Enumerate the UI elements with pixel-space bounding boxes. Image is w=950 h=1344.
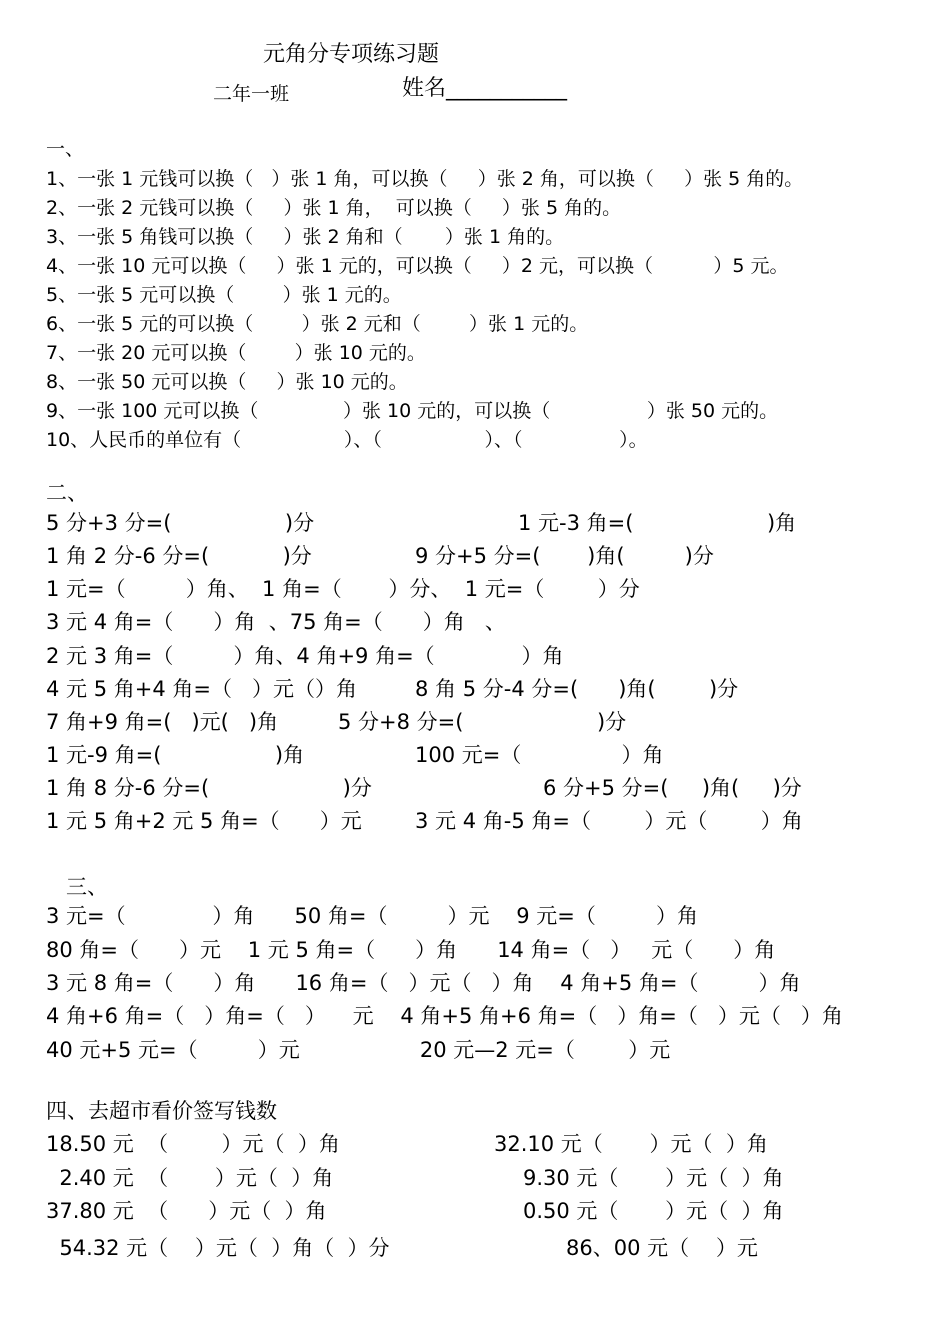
question-item: 1、一张 1 元钱可以换（ ）张 1 角，可以换（ ）张 2 角，可以换（ ）张 5 角的。 (46, 168, 804, 190)
exercise-right: 1 元-3 角=( )角 (518, 511, 797, 535)
exercise-line: 3 元 8 角=（ ）角 16 角=（ ）元（ ）角 4 角+5 角=（ ）角 (46, 971, 801, 995)
name-field-label: 姓名___________ (402, 76, 568, 101)
section-3-heading: 三、 (66, 875, 108, 899)
price-right: 32.10 元（ ）元（ ）角 (494, 1132, 768, 1156)
question-item: 9、一张 100 元可以换（ ）张 10 元的，可以换（ ）张 50 元的。 (46, 400, 779, 422)
page-title: 元角分专项练习题 (263, 42, 440, 67)
exercise-right: 9 分+5 分=( )角( )分 (415, 544, 714, 568)
price-left: 2.40 元 （ ）元（ ）角 (46, 1166, 334, 1190)
exercise-right: 8 角 5 分-4 分=( )角( )分 (415, 677, 739, 701)
exercise-right: 6 分+5 分=( )角( )分 (543, 776, 802, 800)
question-item: 6、一张 5 元的可以换（ ）张 2 元和（ ）张 1 元的。 (46, 313, 589, 335)
section-2-heading: 二、 (46, 481, 88, 505)
exercise-left: 5 分+3 分=( )分 (46, 511, 315, 535)
exercise-left: 1 元-9 角=( )角 (46, 743, 305, 767)
exercise-left: 4 元 5 角+4 角=（ ）元（）角 (46, 677, 358, 701)
exercise-right: 100 元=（ ）角 (415, 743, 664, 767)
question-item: 10、人民币的单位有（ ）、（ ）、（ ）。 (46, 429, 648, 451)
exercise-left: 1 角 8 分-6 分=( )分 (46, 776, 372, 800)
exercise-right: 5 分+8 分=( )分 (338, 710, 627, 734)
exercise-line: 80 角=（ ）元 1 元 5 角=（ ）角 14 角=（ ） 元（ ）角 (46, 938, 776, 962)
question-item: 3、一张 5 角钱可以换（ ）张 2 角和（ ）张 1 角的。 (46, 226, 565, 248)
question-item: 8、一张 50 元可以换（ ）张 10 元的。 (46, 371, 408, 393)
question-item: 5、一张 5 元可以换（ ）张 1 元的。 (46, 284, 402, 306)
price-left: 54.32 元（ ）元（ ）角（ ）分 (46, 1236, 390, 1260)
exercise-left: 7 角+9 角=( )元( )角 (46, 710, 279, 734)
exercise-left: 1 角 2 分-6 分=( )分 (46, 544, 312, 568)
question-item: 4、一张 10 元可以换（ ）张 1 元的，可以换（ ）2 元，可以换（ ）5 元。 (46, 255, 789, 277)
section-1-heading: 一、 (46, 138, 85, 160)
price-left: 37.80 元 （ ）元（ ）角 (46, 1199, 327, 1223)
price-right: 9.30 元（ ）元（ ）角 (523, 1166, 784, 1190)
question-item: 7、一张 20 元可以换（ ）张 10 元的。 (46, 342, 426, 364)
exercise-line: 40 元+5 元=（ ）元 20 元—2 元=（ ）元 (46, 1038, 671, 1062)
exercise-left: 3 元 4 角=（ ）角 、75 角=（ ）角 、 (46, 610, 506, 634)
section-4-heading: 四、去超市看价签写钱数 (46, 1099, 277, 1123)
price-right: 86、00 元（ ）元 (566, 1236, 758, 1260)
class-label: 二年一班 (213, 83, 290, 105)
exercise-left: 2 元 3 角=（ ）角、4 角+9 角=（ ）角 (46, 644, 564, 668)
price-right: 0.50 元（ ）元（ ）角 (523, 1199, 784, 1223)
exercise-line: 4 角+6 角=（ ）角=（ ） 元 4 角+5 角+6 角=（ ）角=（ ）元（ ）角 (46, 1004, 843, 1028)
exercise-left: 1 元=（ ）角、 1 角=（ ）分、 1 元=（ ）分 (46, 577, 640, 601)
exercise-right: 3 元 4 角-5 角=（ ）元（ ）角 (415, 809, 803, 833)
exercise-line: 3 元=（ ）角 50 角=（ ）元 9 元=（ ）角 (46, 904, 698, 928)
price-left: 18.50 元 （ ）元（ ）角 (46, 1132, 340, 1156)
exercise-left: 1 元 5 角+2 元 5 角=（ ）元 (46, 809, 362, 833)
question-item: 2、一张 2 元钱可以换（ ）张 1 角， 可以换（ ）张 5 角的。 (46, 197, 622, 219)
